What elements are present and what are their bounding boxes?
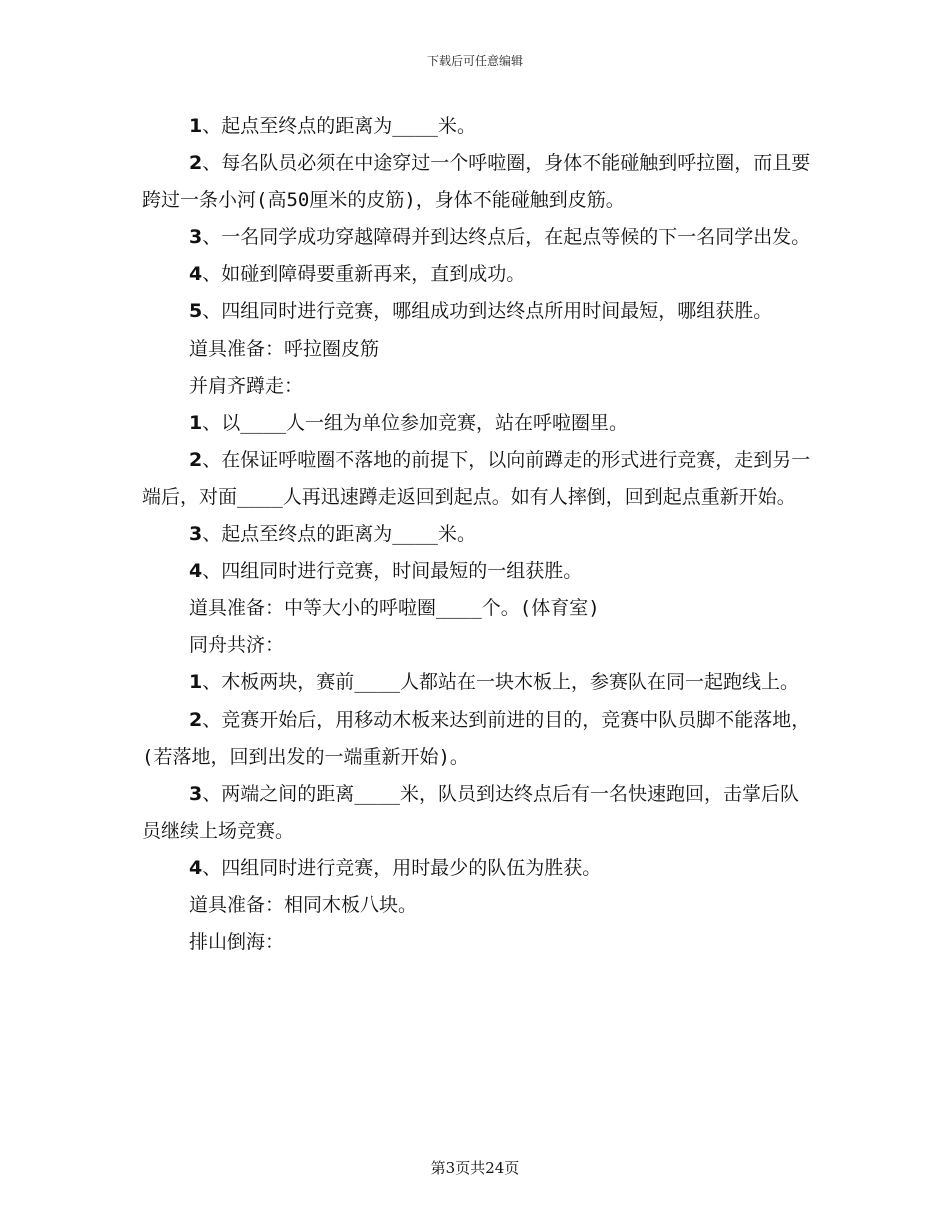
- paragraph: 3、两端之间的距离____米，队员到达终点后有一名快速跑回，击掌后队员继续上场竞赛。: [142, 782, 799, 842]
- paragraph: 2、每名队员必须在中途穿过一个呼啦圈，身体不能碰触到呼拉圈，而且要跨过一条小河(高50厘米的皮筋)，身体不能碰触到皮筋。: [142, 152, 811, 212]
- paragraph: 3、起点至终点的距离为____米。: [189, 523, 476, 546]
- paragraph: 2、在保证呼啦圈不落地的前提下，以向前蹲走的形式进行竞赛，走到另一端后，对面____人再迅速蹲走返回到起点。如有人摔倒，回到起点重新开始。: [142, 448, 811, 508]
- section-heading: 同舟共济：: [189, 634, 285, 657]
- section-heading: 并肩齐蹲走：: [189, 374, 304, 397]
- paragraph: 3、一名同学成功穿越障碍并到达终点后，在起点等候的下一名同学出发。: [189, 226, 811, 249]
- paragraph: 2、竞赛开始后，用移动木板来达到前进的目的，竞赛中队员脚不能落地，(若落地，回到出发的一端重新开始)。: [142, 708, 811, 768]
- paragraph: 1、以____人一组为单位参加竞赛，站在呼啦圈里。: [189, 411, 628, 434]
- props-line: 道具准备：呼拉圈皮筋: [189, 337, 380, 360]
- page-number: 第3页共24页: [430, 1159, 520, 1177]
- paragraph: 4、四组同时进行竞赛，用时最少的队伍为胜获。: [189, 856, 602, 879]
- paragraph: 5、四组同时进行竞赛，哪组成功到达终点所用时间最短，哪组获胜。: [189, 300, 773, 323]
- paragraph: 1、起点至终点的距离为____米。: [189, 115, 476, 137]
- page-header-note: 下载后可任意编辑: [426, 54, 523, 68]
- props-line: 道具准备：中等大小的呼啦圈____个。(体育室): [189, 597, 600, 620]
- section-heading: 排山倒海：: [189, 931, 285, 954]
- props-line: 道具准备：相同木板八块。: [189, 893, 418, 916]
- paragraph: 4、如碰到障碍要重新再来，直到成功。: [189, 263, 526, 286]
- paragraph: 4、四组同时进行竞赛，时间最短的一组获胜。: [189, 560, 583, 583]
- paragraph: 1、木板两块，赛前____人都站在一块木板上，参赛队在同一起跑线上。: [189, 671, 799, 694]
- document-body: [142, 108, 817, 961]
